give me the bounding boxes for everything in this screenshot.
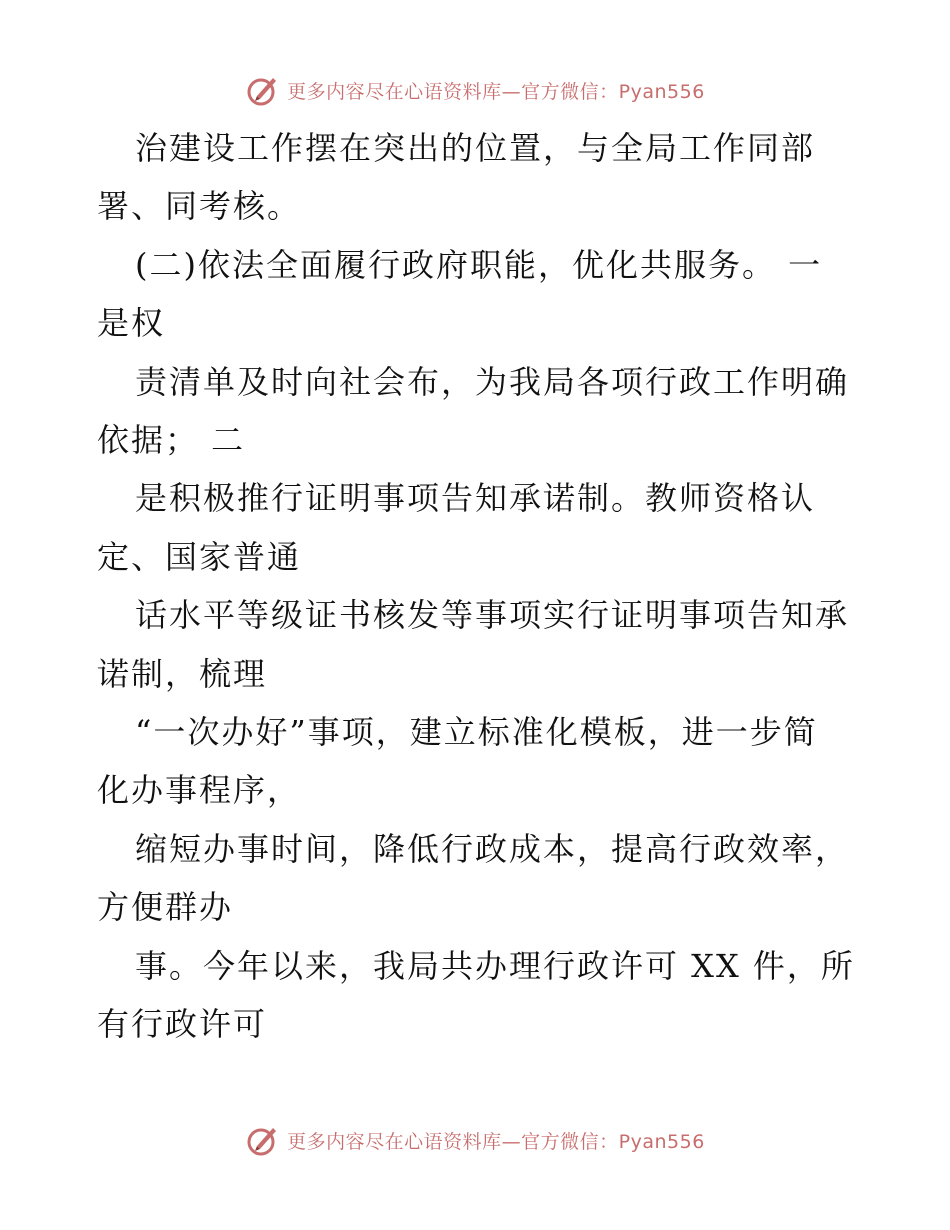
text-line: 定、国家普通 (97, 538, 302, 576)
text-line: 方便群办 (97, 888, 234, 926)
text-line: 化办事程序， (97, 771, 302, 809)
header-watermark (0, 70, 950, 110)
footer-watermark (0, 1120, 950, 1160)
text-line: 有行政许可 (97, 1005, 268, 1043)
text-line: 依据； 二 (97, 421, 246, 459)
text-line: (二)依法全面履行政府职能，优化共服务。 一 (135, 246, 823, 284)
watermark-text: 更多内容尽在心语资料库—官方微信：Pyan556 (287, 1130, 705, 1153)
text-line: 署、同考核。 (97, 187, 302, 225)
pen-logo-icon (245, 72, 281, 108)
text-line: 缩短办事时间，降低行政成本，提高行政效率， (135, 830, 850, 868)
text-line: “一次办好”事项，建立标准化模板，进一步简 (135, 713, 818, 751)
text-line: 是积极推行证明事项告知承诺制。教师资格认 (135, 479, 816, 517)
text-line: 话水平等级证书核发等事项实行证明事项告知承 (135, 596, 850, 634)
text-line: 是权 (97, 304, 166, 342)
pen-logo-icon (245, 1122, 281, 1158)
text-line: 治建设工作摆在突出的位置，与全局工作同部 (135, 129, 816, 167)
text-line: 事。今年以来，我局共办理行政许可 XX 件，所 (135, 947, 855, 985)
text-line: 诺制，梳理 (97, 655, 268, 693)
watermark-text: 更多内容尽在心语资料库—官方微信：Pyan556 (287, 80, 705, 103)
text-line: 责清单及时向社会布，为我局各项行政工作明确 (135, 363, 850, 401)
